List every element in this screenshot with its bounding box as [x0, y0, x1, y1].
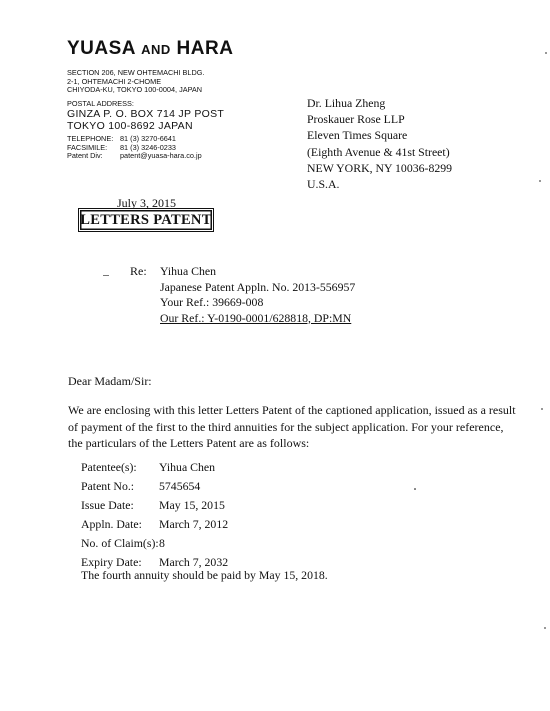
- facsimile-label: FACSIMILE:: [67, 142, 108, 152]
- scan-speck: [541, 408, 543, 410]
- address-line: 2-1, OHTEMACHI 2-CHOME: [67, 76, 162, 86]
- detail-label: Issue Date:: [81, 498, 134, 512]
- detail-value: Yihua Chen: [159, 460, 216, 474]
- detail-label: Appln. Date:: [81, 517, 142, 531]
- firm-name: [67, 38, 233, 60]
- patent-div-email: patent@yuasa-hara.co.jp: [120, 151, 202, 161]
- address-line: CHIYODA-KU, TOKYO 100-0004, JAPAN: [67, 85, 203, 95]
- telephone-value: 81 (3) 3270-6641: [120, 134, 176, 143]
- detail-value: 8: [159, 536, 165, 550]
- body-line: of payment of the first to the third annuities for the subject application. For your reference,: [68, 419, 504, 434]
- scan-speck: [103, 275, 109, 276]
- re-label: Re:: [130, 264, 147, 278]
- reference-line: Yihua Chen: [160, 264, 217, 278]
- firm-name-part: HARA: [176, 38, 234, 59]
- annuity-note: The fourth annuity should be paid by May 15, 2018.: [81, 568, 328, 582]
- telephone-label: TELEPHONE:: [67, 134, 114, 143]
- facsimile-value: 81 (3) 3246-0233: [120, 142, 176, 152]
- letter-date: July 3, 2015: [117, 196, 177, 210]
- letters-patent-stamp: LETTERS PATENT: [78, 208, 214, 232]
- firm-name-part: YUASA: [67, 38, 136, 59]
- contact-block: [67, 134, 202, 161]
- reference-block: [160, 264, 355, 326]
- firm-name-and: AND: [141, 42, 171, 57]
- postal-address-label: POSTAL ADDRESS:: [67, 99, 134, 108]
- recipient-line: NEW YORK, NY 10036-8299: [307, 160, 453, 175]
- reference-line: Japanese Patent Appln. No. 2013-556957: [160, 279, 356, 294]
- recipient-address: [307, 95, 452, 192]
- body-line: We are enclosing with this letter Letters Patent of the captioned application, issued as a result: [68, 403, 516, 417]
- body-paragraph: [68, 402, 516, 452]
- detail-label: Patentee(s):: [81, 460, 137, 474]
- scan-speck: [545, 52, 547, 54]
- office-address: [67, 69, 204, 95]
- patent-div-label: Patent Div:: [67, 151, 103, 161]
- detail-value: May 15, 2015: [159, 498, 225, 512]
- recipient-line: (Eighth Avenue & 41st Street): [307, 144, 450, 159]
- scan-speck: [414, 488, 416, 490]
- detail-label: Expiry Date:: [81, 555, 142, 569]
- detail-value: March 7, 2032: [159, 555, 229, 569]
- recipient-line: Dr. Lihua Zheng: [307, 96, 386, 110]
- scan-speck: [539, 180, 541, 182]
- scan-speck: [544, 627, 546, 629]
- detail-label: Patent No.:: [81, 479, 135, 493]
- detail-value: 5745654: [159, 479, 201, 493]
- postal-address: [67, 109, 224, 132]
- recipient-line: Proskauer Rose LLP: [307, 112, 405, 127]
- address-line: SECTION 206, NEW OHTEMACHI BLDG.: [67, 68, 205, 77]
- reference-line: Your Ref.: 39669-008: [160, 295, 264, 309]
- body-line: the particulars of the Letters Patent are as follows:: [68, 436, 310, 450]
- recipient-line: U.S.A.: [307, 176, 340, 191]
- our-reference-line: Our Ref.: Y-0190-0001/628818, DP:MN: [160, 310, 352, 325]
- recipient-line: Eleven Times Square: [307, 128, 408, 143]
- detail-value: March 7, 2012: [159, 517, 229, 531]
- postal-line: GINZA P. O. BOX 714 JP POST: [67, 108, 225, 120]
- salutation: Dear Madam/Sir:: [68, 374, 152, 388]
- detail-label: No. of Claim(s):: [81, 536, 159, 550]
- postal-line: TOKYO 100-8692 JAPAN: [67, 119, 193, 132]
